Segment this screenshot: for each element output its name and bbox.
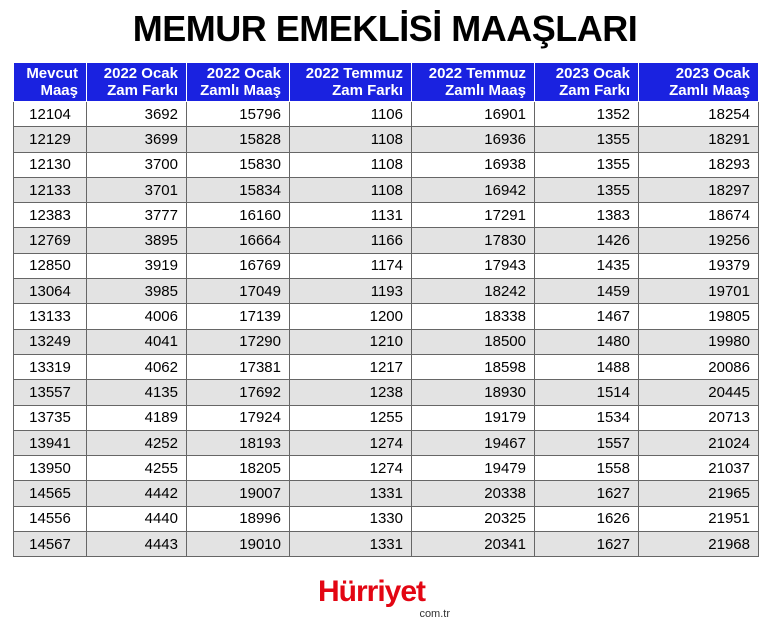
table-cell: 17943	[412, 253, 535, 278]
table-cell: 18297	[639, 177, 759, 202]
table-row	[14, 152, 759, 177]
table-cell: 1627	[535, 481, 639, 506]
table-cell: 1106	[290, 102, 412, 127]
table-cell: 18500	[412, 329, 535, 354]
table-cell: 1626	[535, 506, 639, 531]
table-cell: 13064	[14, 279, 87, 304]
table-cell: 4189	[87, 405, 187, 430]
table-cell: 4440	[87, 506, 187, 531]
table-cell: 4041	[87, 329, 187, 354]
table-cell: 4135	[87, 380, 187, 405]
table-cell: 12133	[14, 177, 87, 202]
table-row	[14, 228, 759, 253]
table-cell: 19007	[187, 481, 290, 506]
page-title: MEMUR EMEKLİSİ MAAŞLARI	[132, 8, 638, 49]
table-cell: 19179	[412, 405, 535, 430]
table-cell: 1174	[290, 253, 412, 278]
table-header-row	[14, 63, 759, 102]
table-cell: 21951	[639, 506, 759, 531]
table-cell: 3777	[87, 203, 187, 228]
table-cell: 16936	[412, 127, 535, 152]
table-row	[14, 456, 759, 481]
table-cell: 19379	[639, 253, 759, 278]
header-cell: Mevcut Maaş	[14, 63, 87, 102]
table-cell: 12129	[14, 127, 87, 152]
table-cell: 20325	[412, 506, 535, 531]
table-row	[14, 253, 759, 278]
table-cell: 12850	[14, 253, 87, 278]
table-row	[14, 506, 759, 531]
table-cell: 1426	[535, 228, 639, 253]
table-cell: 1108	[290, 177, 412, 202]
table-cell: 1352	[535, 102, 639, 127]
table-cell: 1274	[290, 430, 412, 455]
table-cell: 13557	[14, 380, 87, 405]
table-cell: 1355	[535, 177, 639, 202]
table-cell: 20086	[639, 354, 759, 379]
header-cell: 2022 Ocak Zamlı Maaş	[187, 63, 290, 102]
table-cell: 1355	[535, 152, 639, 177]
table-cell: 17692	[187, 380, 290, 405]
header-cell: 2022 Temmuz Zam Farkı	[290, 63, 412, 102]
table-cell: 1383	[535, 203, 639, 228]
table-cell: 18242	[412, 279, 535, 304]
table-cell: 17139	[187, 304, 290, 329]
table-cell: 20713	[639, 405, 759, 430]
table-cell: 3692	[87, 102, 187, 127]
table-cell: 1330	[290, 506, 412, 531]
table-cell: 16769	[187, 253, 290, 278]
table-cell: 1255	[290, 405, 412, 430]
table-cell: 1193	[290, 279, 412, 304]
table-cell: 20445	[639, 380, 759, 405]
table-cell: 1210	[290, 329, 412, 354]
table-cell: 17381	[187, 354, 290, 379]
table-row	[14, 177, 759, 202]
table-cell: 4443	[87, 532, 187, 557]
table-cell: 13941	[14, 430, 87, 455]
table-cell: 17830	[412, 228, 535, 253]
table-row	[14, 380, 759, 405]
table-cell: 18205	[187, 456, 290, 481]
table-cell: 17291	[412, 203, 535, 228]
table-cell: 1200	[290, 304, 412, 329]
table-cell: 1331	[290, 532, 412, 557]
table-cell: 18930	[412, 380, 535, 405]
table-cell: 14567	[14, 532, 87, 557]
table-cell: 1108	[290, 127, 412, 152]
table-cell: 13133	[14, 304, 87, 329]
table-cell: 1131	[290, 203, 412, 228]
table-cell: 18193	[187, 430, 290, 455]
table-cell: 1627	[535, 532, 639, 557]
logo-main-text: Hürriyet	[318, 575, 426, 608]
table-cell: 18254	[639, 102, 759, 127]
table-cell: 20338	[412, 481, 535, 506]
table-cell: 12130	[14, 152, 87, 177]
table-cell: 16942	[412, 177, 535, 202]
table-row	[14, 532, 759, 557]
header-cell: 2022 Temmuz Zamlı Maaş	[412, 63, 535, 102]
table-cell: 21965	[639, 481, 759, 506]
table-cell: 19980	[639, 329, 759, 354]
table-cell: 19805	[639, 304, 759, 329]
header-cell: 2023 Ocak Zam Farkı	[535, 63, 639, 102]
header-cell: 2023 Ocak Zamlı Maaş	[639, 63, 759, 102]
table-row	[14, 102, 759, 127]
table-cell: 14556	[14, 506, 87, 531]
table-cell: 13319	[14, 354, 87, 379]
table-row	[14, 304, 759, 329]
table-cell: 19479	[412, 456, 535, 481]
table-cell: 16901	[412, 102, 535, 127]
table-cell: 16160	[187, 203, 290, 228]
table-cell: 18338	[412, 304, 535, 329]
table-cell: 1331	[290, 481, 412, 506]
table-cell: 1467	[535, 304, 639, 329]
table-cell: 14565	[14, 481, 87, 506]
table-cell: 4255	[87, 456, 187, 481]
table-cell: 1557	[535, 430, 639, 455]
table-cell: 3700	[87, 152, 187, 177]
table-cell: 1274	[290, 456, 412, 481]
table-cell: 1355	[535, 127, 639, 152]
table-cell: 16664	[187, 228, 290, 253]
table-cell: 21968	[639, 532, 759, 557]
table-cell: 18674	[639, 203, 759, 228]
pension-table	[13, 62, 759, 557]
table-cell: 1459	[535, 279, 639, 304]
table-row	[14, 430, 759, 455]
table-cell: 13735	[14, 405, 87, 430]
table-cell: 15834	[187, 177, 290, 202]
table-cell: 3985	[87, 279, 187, 304]
table-cell: 3701	[87, 177, 187, 202]
table-cell: 13950	[14, 456, 87, 481]
table-cell: 1534	[535, 405, 639, 430]
table-cell: 18293	[639, 152, 759, 177]
table-cell: 18598	[412, 354, 535, 379]
table-cell: 1514	[535, 380, 639, 405]
table-cell: 19467	[412, 430, 535, 455]
table-row	[14, 279, 759, 304]
table-row	[14, 329, 759, 354]
table-cell: 18996	[187, 506, 290, 531]
table-cell: 19010	[187, 532, 290, 557]
table-cell: 4252	[87, 430, 187, 455]
table-row	[14, 127, 759, 152]
header-cell: 2022 Ocak Zam Farkı	[87, 63, 187, 102]
table-cell: 3895	[87, 228, 187, 253]
table-cell: 15830	[187, 152, 290, 177]
table-cell: 4442	[87, 481, 187, 506]
table-cell: 1238	[290, 380, 412, 405]
table-cell: 12104	[14, 102, 87, 127]
table-cell: 16938	[412, 152, 535, 177]
table-cell: 1217	[290, 354, 412, 379]
table-cell: 18291	[639, 127, 759, 152]
table-row	[14, 405, 759, 430]
logo-sub-text: com.tr	[419, 608, 450, 620]
table-cell: 3919	[87, 253, 187, 278]
table-cell: 21037	[639, 456, 759, 481]
table-cell: 21024	[639, 430, 759, 455]
table-cell: 17924	[187, 405, 290, 430]
table-cell: 12769	[14, 228, 87, 253]
table-cell: 4006	[87, 304, 187, 329]
table-cell: 1435	[535, 253, 639, 278]
hurriyet-logo	[318, 575, 458, 620]
table-cell: 3699	[87, 127, 187, 152]
table-row	[14, 481, 759, 506]
table-cell: 19256	[639, 228, 759, 253]
table-cell: 15796	[187, 102, 290, 127]
table-cell: 1166	[290, 228, 412, 253]
table-cell: 4062	[87, 354, 187, 379]
table-cell: 17049	[187, 279, 290, 304]
table-cell: 1480	[535, 329, 639, 354]
table-row	[14, 354, 759, 379]
table-cell: 19701	[639, 279, 759, 304]
table-cell: 15828	[187, 127, 290, 152]
table-cell: 13249	[14, 329, 87, 354]
table-cell: 17290	[187, 329, 290, 354]
table-cell: 1108	[290, 152, 412, 177]
table-cell: 1488	[535, 354, 639, 379]
table-cell: 20341	[412, 532, 535, 557]
table-row	[14, 203, 759, 228]
table-cell: 12383	[14, 203, 87, 228]
table-cell: 1558	[535, 456, 639, 481]
table-body	[14, 102, 759, 557]
